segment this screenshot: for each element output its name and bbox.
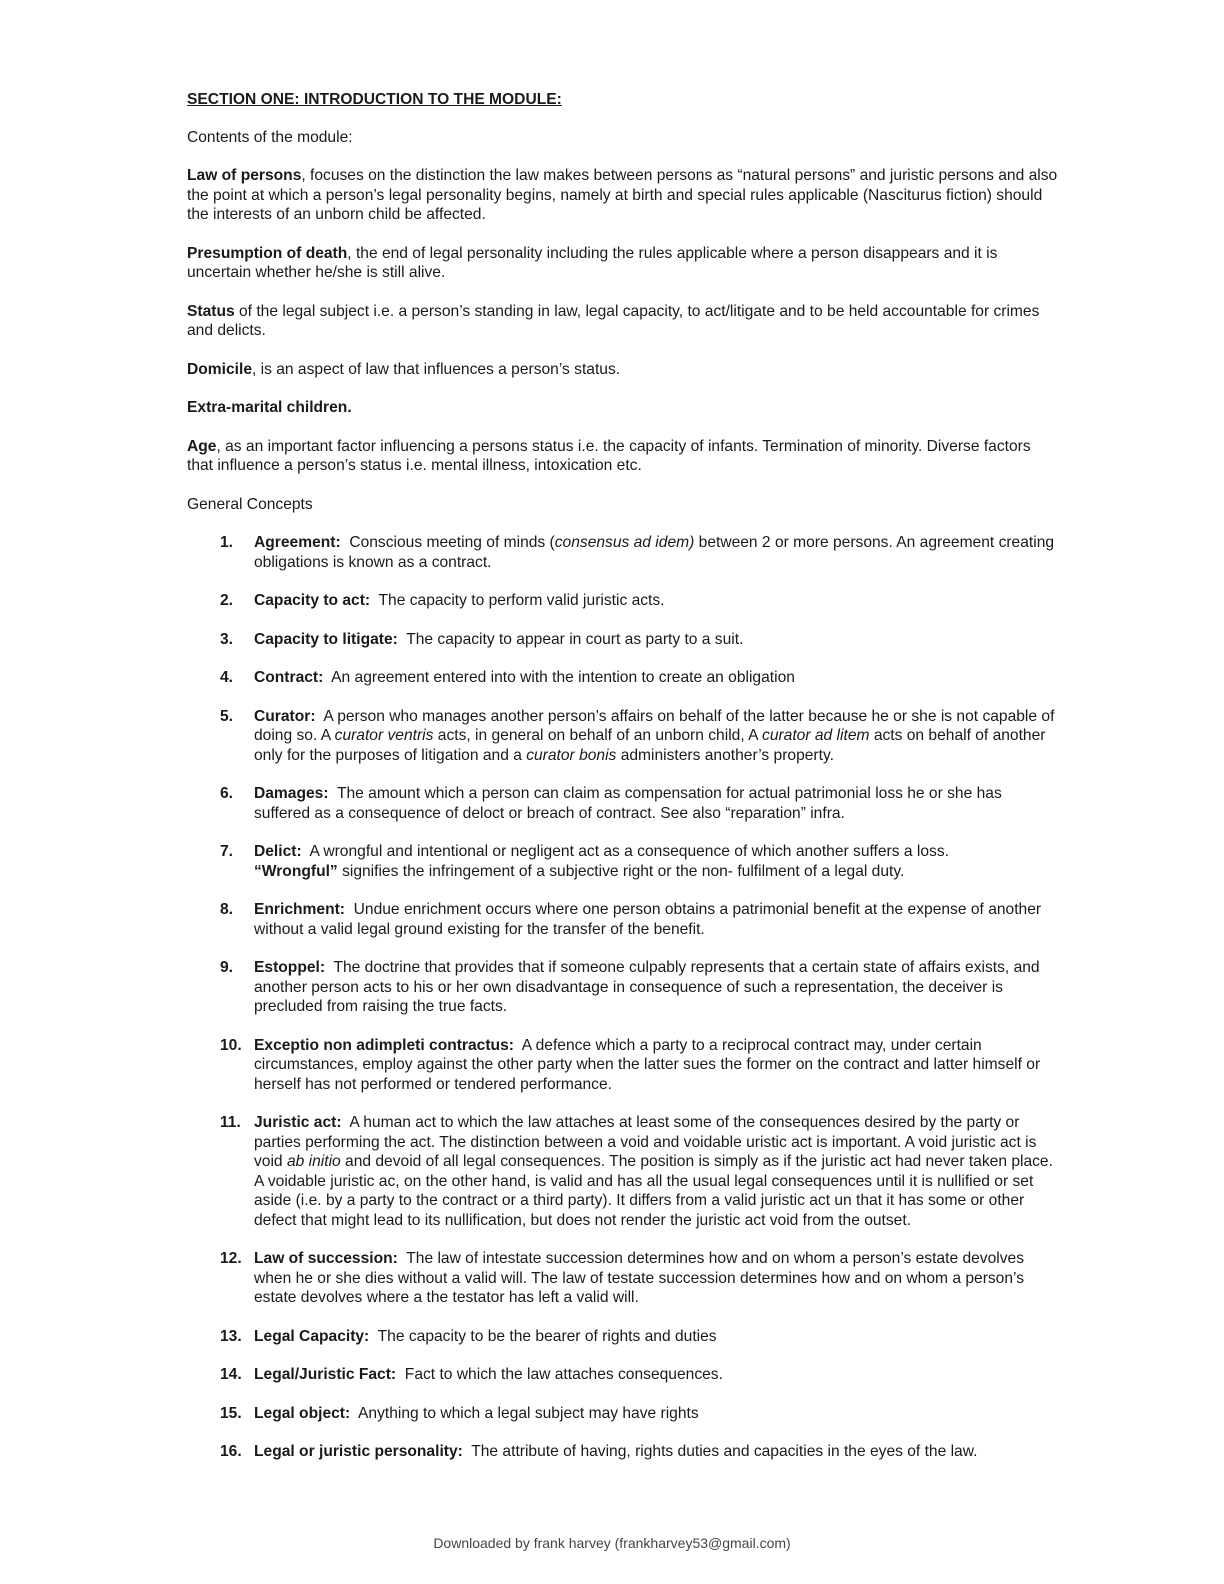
concept-number: 3.	[220, 630, 234, 648]
concept-term: Exceptio non adimpleti contractus:	[254, 1036, 514, 1054]
concepts-list	[187, 533, 1059, 1462]
concept-number: 15.	[220, 1404, 242, 1422]
concept-bold: “Wrongful”	[254, 862, 338, 880]
concept-text: and devoid of all legal consequences. The position is simply as if the juristic act had never taken place. A voidable juristic ac, on the other hand, is valid and has all the usual legal consequences until it is nullified or set aside (i.e. by a party to the contract or a third party). It differs from a valid juristic act un that it has some or other defect that might lead to its nullification, but does not render the juristic act void from the outset.	[254, 1153, 1053, 1229]
concept-text: administers another’s property.	[616, 746, 834, 764]
concept-item	[187, 533, 1059, 572]
concept-item	[187, 1249, 1059, 1308]
concept-number: 9.	[220, 959, 234, 976]
concept-item	[187, 668, 1059, 688]
concept-text: acts on behalf of another only for the purposes of litigation and a	[254, 727, 1046, 764]
concept-text: A defence which a party to a reciprocal contract may, under certain circumstances, employ against the other party when the latter sues the former on the contract and latter himself or herself has not performed or tendered performance.	[254, 1036, 1041, 1093]
concept-item	[187, 842, 1059, 881]
concept-term: Delict:	[254, 843, 302, 860]
concept-item	[187, 1036, 1059, 1095]
concept-term: Capacity to litigate:	[254, 630, 398, 648]
concept-item	[187, 784, 1059, 823]
concept-item	[187, 630, 1059, 650]
concept-number: 4.	[220, 669, 234, 686]
concept-item	[187, 900, 1059, 939]
concept-term: Law of succession:	[254, 1250, 398, 1267]
concept-item	[187, 1327, 1059, 1347]
concept-text: The capacity to perform valid juristic acts.	[378, 592, 665, 609]
concept-italic: curator bonis	[526, 746, 617, 764]
topic-paragraph	[187, 360, 1059, 380]
concept-number: 1.	[220, 534, 234, 551]
topic-paragraph	[187, 437, 1059, 476]
concept-number: 8.	[220, 901, 234, 918]
concept-number: 12.	[220, 1250, 242, 1267]
concept-number: 6.	[220, 785, 234, 802]
topic-term: Age	[187, 437, 217, 455]
topic-paragraph	[187, 244, 1059, 283]
concept-number: 14.	[220, 1366, 242, 1383]
topic-text: , as an important factor influencing a persons status i.e. the capacity of infants. Termination of minority. Diverse factors that influence a person’s status i.e. mental illness, intoxication etc.	[187, 437, 1031, 474]
concept-number: 13.	[220, 1327, 242, 1345]
concept-text: acts, in general on behalf of an unborn child, A	[433, 727, 763, 744]
topic-paragraph	[187, 302, 1059, 341]
topic-text: , the end of legal personality including the rules applicable where a person disappears and it is uncertain whether he/she is still alive.	[187, 244, 998, 281]
concept-term: Damages:	[254, 785, 329, 802]
concept-term: Estoppel:	[254, 959, 326, 976]
concept-number: 5.	[220, 707, 234, 725]
concept-text: Undue enrichment occurs where one person obtains a patrimonial benefit at the expense of another without a valid legal ground existing for the transfer of the benefit.	[254, 901, 1042, 938]
concept-term: Capacity to act:	[254, 592, 371, 609]
concept-italic: consensus ad idem)	[554, 534, 695, 551]
section-heading: SECTION ONE: INTRODUCTION TO THE MODULE:	[187, 91, 562, 108]
concept-text: between 2 or more persons. An agreement creating obligations is known as a contract.	[254, 534, 1055, 571]
document-page	[187, 90, 1059, 1481]
concept-item	[187, 591, 1059, 611]
concept-term: Agreement:	[254, 534, 341, 551]
topic-term: Extra-marital children.	[187, 399, 352, 416]
concept-term: Contract:	[254, 669, 324, 686]
concept-italic: curator ad litem	[762, 727, 870, 744]
concept-text: The law of intestate succession determines how and on whom a person’s estate devolves when he or she dies without a valid will. The law of testate succession determines how and on whom a person’s estate devolves where a the testator has left a valid will.	[254, 1250, 1025, 1306]
concept-text: The capacity to appear in court as party to a suit.	[406, 630, 744, 648]
concept-italic: curator ventris	[334, 727, 434, 744]
topic-text: , focuses on the distinction the law makes between persons as “natural persons” and juristic persons and also the point at which a person’s legal personality begins, namely at birth and special rules applicable (Nasciturus fiction) should the interests of an unborn child be affected.	[187, 167, 1058, 223]
concept-term: Legal or juristic personality:	[254, 1443, 463, 1460]
concept-text: Anything to which a legal subject may have rights	[358, 1404, 699, 1422]
concept-item	[187, 958, 1059, 1017]
concept-text: A wrongful and intentional or negligent act as a consequence of which another suffers a loss.	[309, 843, 949, 860]
concept-number: 10.	[220, 1036, 242, 1054]
concept-term: Legal/Juristic Fact:	[254, 1366, 397, 1383]
concept-item	[187, 1113, 1059, 1230]
concept-term: Juristic act:	[254, 1114, 342, 1131]
concept-term: Curator:	[254, 707, 316, 725]
concept-number: 11.	[220, 1114, 241, 1131]
topic-text: , is an aspect of law that influences a person’s status.	[252, 360, 621, 378]
concept-text: The doctrine that provides that if someone culpably represents that a certain state of affairs exists, and another person acts to his or her own disadvantage in consequence of such a representation, the deceiver is precluded from raising the true facts.	[254, 959, 1040, 1015]
concept-text: An agreement entered into with the intention to create an obligation	[331, 669, 795, 686]
concept-number: 7.	[220, 843, 234, 860]
concept-text: The amount which a person can claim as compensation for actual patrimonial loss he or she has suffered as a consequence of deloct or breach of contract. See also “reparation” infra.	[254, 785, 1002, 822]
concept-number: 16.	[220, 1443, 242, 1460]
concept-text: A human act to which the law attaches at least some of the consequences desired by the party or parties performing the act. The distinction between a void and voidable uristic act is important. A void juristic act is void	[254, 1114, 1037, 1170]
general-concepts-label: General Concepts	[187, 495, 313, 513]
topic-term: Presumption of death	[187, 244, 348, 262]
topic-paragraph	[187, 398, 1059, 418]
topic-term: Domicile	[187, 360, 252, 378]
concept-text: Fact to which the law attaches consequences.	[404, 1366, 723, 1383]
concept-text: signifies the infringement of a subjective right or the non- fulfilment of a legal duty.	[337, 862, 905, 880]
concept-term: Enrichment:	[254, 901, 345, 918]
topic-term: Law of persons	[187, 167, 302, 184]
concept-item	[187, 707, 1059, 766]
download-footer: Downloaded by frank harvey (frankharvey53@gmail.com)	[433, 1535, 791, 1551]
concept-item	[187, 1442, 1059, 1462]
topic-text: of the legal subject i.e. a person’s standing in law, legal capacity, to act/litigate and to be held accountable for crimes and delicts.	[187, 302, 1040, 339]
topic-paragraph	[187, 166, 1059, 225]
concept-item	[187, 1365, 1059, 1385]
contents-label: Contents of the module:	[187, 128, 353, 146]
concept-text: The attribute of having, rights duties and capacities in the eyes of the law.	[471, 1443, 978, 1460]
concept-item	[187, 1404, 1059, 1424]
concept-number: 2.	[220, 592, 234, 609]
topic-term: Status	[187, 302, 235, 320]
concept-italic: ab initio	[286, 1153, 341, 1170]
concept-text: A person who manages another person’s affairs on behalf of the latter because he or she is not capable of doing so. A	[254, 707, 1055, 744]
concept-text: The capacity to be the bearer of rights and duties	[377, 1327, 717, 1345]
concept-text: Conscious meeting of minds (	[349, 534, 555, 551]
concept-term: Legal object:	[254, 1404, 351, 1422]
concept-term: Legal Capacity:	[254, 1327, 370, 1345]
